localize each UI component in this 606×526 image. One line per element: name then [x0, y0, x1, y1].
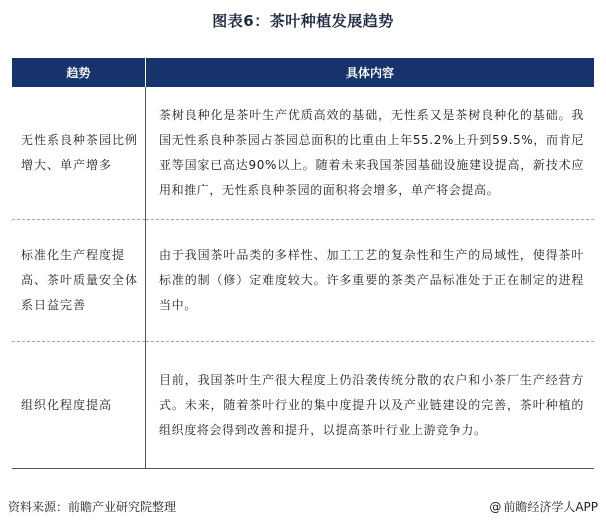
trend-table [12, 58, 594, 469]
at-icon: @ [489, 500, 502, 514]
brand-name: 前瞻经济学人APP [503, 500, 598, 514]
table-row [12, 87, 594, 220]
trend-cell: 组织化程度提高 [12, 342, 146, 469]
source-note: 资料来源：前瞻产业研究院整理 [8, 500, 177, 514]
brand-credit [489, 498, 598, 515]
content-cell: 茶树良种化是茶叶生产优质高效的基础，无性系又是茶树良种化的基础。我国无性系良种茶园占茶园总面积的比重由上年55.2%上升到59.5%，而肯尼亚等国家已高达90%以上。随着未来我国茶园基础设施建设提高，新技术应用和推广，无性系良种茶园的面积将会增多，单产将会提高。 [146, 87, 595, 220]
trend-cell: 标准化生产程度提高、茶叶质量安全体系日益完善 [12, 220, 146, 342]
header-trend: 趋势 [12, 58, 146, 87]
table-row [12, 220, 594, 342]
table-header-row [12, 58, 594, 87]
table-row [12, 342, 594, 469]
content-cell: 目前，我国茶叶生产很大程度上仍沿袭传统分散的农户和小茶厂生产经营方式。未来，随着茶叶行业的集中度提升以及产业链建设的完善，茶叶种植的组织度将会得到改善和提升，以提高茶叶行业上游竞争力。 [146, 342, 595, 469]
trend-cell: 无性系良种茶园比例增大、单产增多 [12, 87, 146, 220]
content-cell: 由于我国茶叶品类的多样性、加工工艺的复杂性和生产的局域性，使得茶叶标准的制（修）定难度较大。许多重要的茶类产品标准处于正在制定的进程当中。 [146, 220, 595, 342]
page-title: 图表6：茶叶种植发展趋势 [212, 12, 394, 30]
header-content: 具体内容 [146, 58, 595, 87]
